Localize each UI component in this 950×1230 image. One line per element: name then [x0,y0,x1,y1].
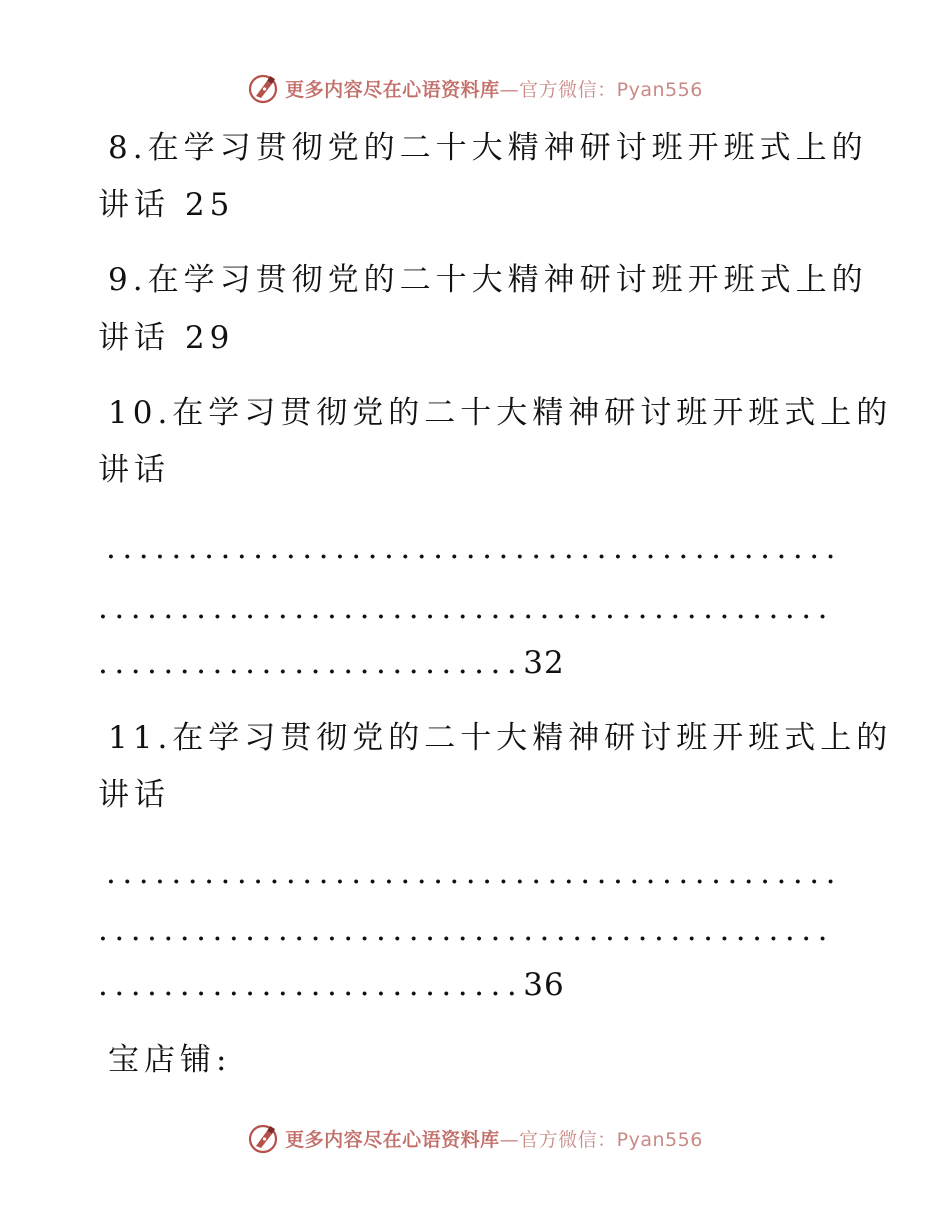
toc-item-11-leader-1: ............................................. [106,855,842,891]
footer-watermark [0,1122,950,1154]
watermark-text: 更多内容尽在心语资料库—官方微信：Pyan556 [285,1128,703,1151]
toc-item-10-leader-2: ............................................. [98,590,834,626]
toc-item-8-cont: 讲话 25 [98,187,235,223]
toc-item-11-cont: 讲话 [98,777,170,813]
toc-item-8-page: 25 [184,187,235,223]
toc-item-10-title: 10.在学习贯彻党的二十大精神研讨班开班式上的 [108,395,893,431]
toc-item-11-leader-2: ............................................. [98,912,834,948]
toc-item-11-page: 36 [523,967,565,1003]
toc-item-10-leader-3: ..........................32 [98,645,565,681]
toc-item-9-page: 29 [184,320,235,356]
pen-nib-logo-icon [247,1122,279,1154]
toc-item-11-title: 11.在学习贯彻党的二十大精神研讨班开班式上的 [108,720,893,756]
toc-item-9-cont: 讲话 29 [98,320,235,356]
toc-item-11-leader-3: ..........................36 [98,967,565,1003]
watermark-text: 更多内容尽在心语资料库—官方微信：Pyan556 [285,78,703,101]
shop-label: 宝店铺: [108,1042,232,1078]
toc-item-10-cont: 讲话 [98,452,170,488]
toc-item-10-leader-1: ............................................. [106,530,842,566]
toc-item-9-title: 9.在学习贯彻党的二十大精神研讨班开班式上的 [108,262,868,298]
toc-item-8-title: 8.在学习贯彻党的二十大精神研讨班开班式上的 [108,130,868,166]
toc-item-10-page: 32 [523,645,565,681]
